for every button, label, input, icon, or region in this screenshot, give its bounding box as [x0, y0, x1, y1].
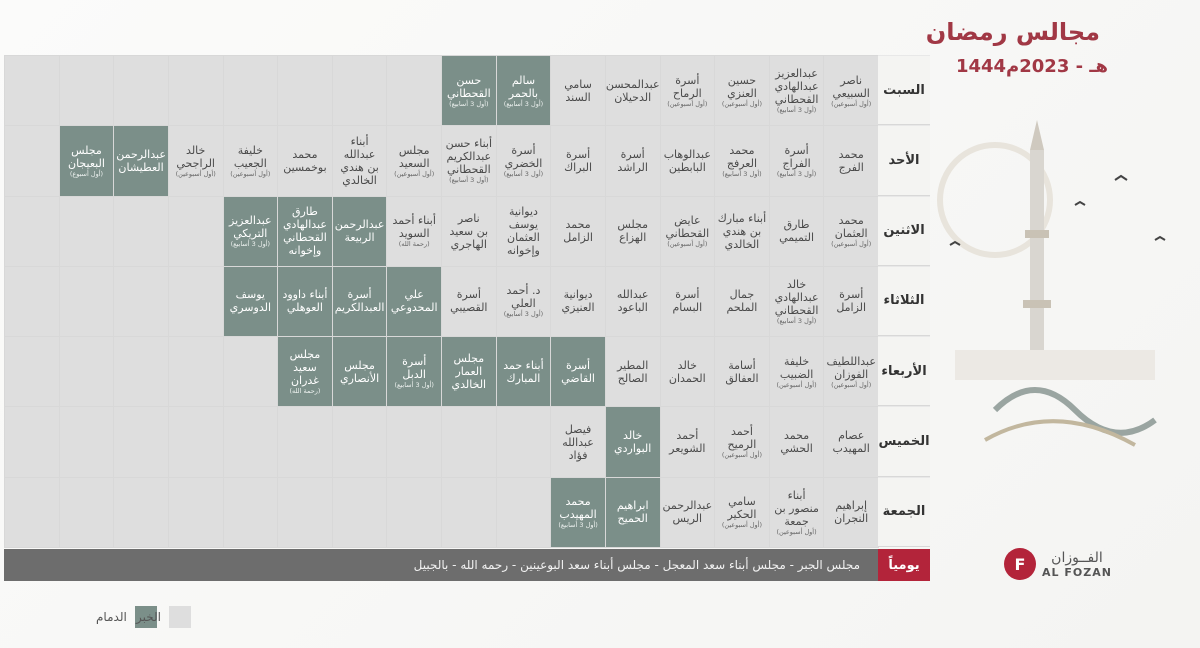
schedule-cell [169, 56, 224, 126]
cell-host-name: ناصر السبيعي [832, 73, 870, 100]
cell-host-name: أسرة الخضري [504, 143, 543, 170]
cell-host-name: يوسف الدوسري [229, 288, 272, 315]
schedule-cell [715, 56, 770, 126]
schedule-cell [661, 478, 716, 548]
schedule-cell [551, 267, 606, 337]
cell-host-name: أسرة الزامل [836, 288, 867, 315]
cell-note: (أول 3 أسابيع) [230, 240, 271, 249]
schedule-cell [60, 267, 115, 337]
schedule-cell [442, 267, 497, 337]
schedule-cell [387, 126, 442, 196]
schedule-cell [224, 267, 279, 337]
cell-host-name: أبناء عبدالله بن هندي الخالدي [340, 134, 379, 187]
schedule-cell [497, 56, 552, 126]
schedule-cell [60, 126, 115, 196]
daily-bar [4, 549, 930, 581]
cell-host-name: مجلس العمار الخالدي [451, 352, 487, 392]
cell-host-name: مجلس سعيد غدران [289, 348, 321, 388]
cell-host-name: حسن القحطاني [446, 73, 491, 100]
schedule-cell [497, 267, 552, 337]
cell-host-name: طارق التميمي [779, 218, 815, 245]
cell-note: (أول أسبوعين) [721, 521, 763, 530]
day-label: الأربعاء [878, 336, 930, 406]
mosque-minaret-illustration [935, 110, 1200, 530]
schedule-cell [606, 126, 661, 196]
cell-host-name: عبدالعزيز عبدالهادي القحطاني [774, 67, 819, 107]
cell-host-name: فيصل عبدالله فؤاد [562, 422, 594, 462]
schedule-cell [824, 337, 879, 407]
schedule-cell [770, 407, 825, 477]
cell-host-name: علي المحدوعي [390, 288, 438, 315]
schedule-cell [715, 267, 770, 337]
cell-host-name: مجلس البعيجان [68, 143, 105, 170]
cell-note: (أول أسبوعين) [776, 380, 817, 389]
schedule-cell [60, 56, 115, 126]
schedule-cell [770, 126, 825, 196]
cell-host-name: أبناء أحمد السويد [392, 214, 436, 241]
schedule-cell [606, 197, 661, 267]
cell-host-name: د. أحمد العلي [506, 284, 541, 311]
schedule-cell [442, 407, 497, 477]
schedule-cell [770, 478, 825, 548]
day-label: الأحد [878, 125, 930, 195]
schedule-cell [387, 56, 442, 126]
schedule-grid [4, 55, 879, 548]
schedule-cell [551, 56, 606, 126]
schedule-cell [169, 337, 224, 407]
cell-note: (أول 3 أسابيع) [449, 99, 489, 108]
schedule-cell [5, 337, 60, 407]
schedule-cell [824, 407, 879, 477]
legend-khobar-swatch [169, 606, 191, 628]
cell-note: (أول 3 أسابيع) [776, 169, 817, 178]
cell-note: (أول أسبوع) [69, 169, 104, 178]
schedule-cell [387, 337, 442, 407]
schedule-cell [661, 267, 716, 337]
schedule-cell [824, 126, 879, 196]
cell-host-name: عبدالرحمن الربيعة [334, 218, 385, 245]
cell-host-name: خالد عبدالهادي القحطاني [774, 277, 819, 317]
cell-note: (أول أسبوعين) [721, 451, 763, 460]
schedule-cell [60, 337, 115, 407]
schedule-cell [114, 407, 169, 477]
bird-icon [1115, 176, 1127, 180]
cell-host-name: أبناء داوود العوهلي [282, 288, 328, 315]
cell-host-name: ديوانية يوسف العثمان وإخوانه [507, 205, 540, 258]
schedule-cell [333, 126, 388, 196]
schedule-cell [497, 126, 552, 196]
schedule-cell [661, 126, 716, 196]
cell-host-name: مجلس الأنصاري [339, 358, 380, 385]
schedule-cell [114, 56, 169, 126]
schedule-cell [5, 56, 60, 126]
cell-host-name: خليفة الضبيب [779, 354, 814, 381]
cell-note: (رحمة الله) [289, 387, 321, 396]
cell-host-name: أسامة العفالق [725, 358, 759, 385]
legend-khobar [136, 606, 191, 628]
cell-note: (أول 3 أسابيع) [503, 169, 544, 178]
cell-host-name: أسرة البراك [564, 147, 593, 174]
cell-host-name: إبراهيم النجران [834, 499, 869, 526]
cell-host-name: خالد الراجحي [176, 143, 215, 170]
logo-english: AL FOZAN [1042, 565, 1112, 579]
schedule-cell [770, 197, 825, 267]
cell-note: (أول أسبوعين) [721, 99, 763, 108]
schedule-cell [387, 478, 442, 548]
schedule-cell [278, 337, 333, 407]
cell-host-name: أبناء حمد المبارك [503, 358, 544, 385]
cell-host-name: عبدالمحسن الدحيلان [605, 77, 660, 104]
cell-host-name: محمد العثمان [834, 214, 868, 241]
schedule-cell [169, 126, 224, 196]
cell-note: (أول 3 أسابيع) [776, 316, 817, 325]
legend-khobar-label: الخبر [136, 610, 161, 624]
cell-host-name: عصام المهيدب [832, 429, 870, 456]
schedule-cell [497, 407, 552, 477]
schedule-cell [278, 267, 333, 337]
schedule-cell [387, 197, 442, 267]
cell-host-name: مجلس السعيد [398, 143, 430, 170]
cell-host-name: أسرة البسام [672, 288, 703, 315]
schedule-cell [715, 197, 770, 267]
schedule-cell [333, 197, 388, 267]
schedule-cell [224, 337, 279, 407]
logo-mark-icon: F [1004, 548, 1036, 580]
day-label: الخميس [878, 406, 930, 476]
cell-host-name: أسرة العبدالكريم [334, 288, 385, 315]
al-fozan-logo [1004, 548, 1112, 580]
cell-host-name: خليفة الجعيب [233, 143, 267, 170]
schedule-cell [333, 337, 388, 407]
cell-host-name: أبناء منصور بن جمعة [774, 488, 819, 528]
schedule-cell [5, 126, 60, 196]
cell-note: (أول أسبوعين) [831, 240, 872, 249]
day-label: السبت [878, 55, 930, 125]
schedule-cell [497, 197, 552, 267]
schedule-cell [551, 337, 606, 407]
schedule-cell [551, 407, 606, 477]
schedule-cell [824, 56, 879, 126]
cell-host-name: ناصر بن سعيد الهاجري [449, 211, 489, 251]
cell-host-name: محمد الفرج [838, 147, 864, 174]
schedule-cell [551, 197, 606, 267]
logo-arabic: الفــوزان [1051, 549, 1103, 566]
cell-host-name: أبناء حسن عبدالكريم القحطاني [445, 137, 493, 177]
schedule-cell [715, 407, 770, 477]
daily-label: يومياً [878, 549, 930, 581]
schedule-cell [715, 337, 770, 407]
schedule-cell [333, 407, 388, 477]
cell-host-name: سالم بالحمر [508, 73, 539, 100]
schedule-cell [278, 197, 333, 267]
cell-host-name: أسرة الراشد [617, 147, 648, 174]
schedule-cell [60, 478, 115, 548]
schedule-cell [551, 126, 606, 196]
schedule-cell [60, 197, 115, 267]
schedule-cell [333, 478, 388, 548]
schedule-cell [169, 478, 224, 548]
schedule-cell [497, 337, 552, 407]
cell-note: (أول أسبوعين) [831, 99, 872, 108]
schedule-cell [442, 478, 497, 548]
cell-host-name: أبناء مبارك بن هندي الخالدي [717, 211, 767, 251]
cell-host-name: أحمد الرميح [727, 425, 757, 452]
schedule-cell [60, 407, 115, 477]
day-column [878, 55, 930, 547]
cell-host-name: محمد بوخمسين [283, 147, 327, 174]
cell-note: (أول أسبوعين) [394, 169, 435, 178]
cell-host-name: محمد الحشي [780, 429, 813, 456]
bird-icon [1075, 202, 1085, 205]
schedule-cell [169, 267, 224, 337]
schedule-cell [442, 126, 497, 196]
cell-host-name: عبدالعزيز التريكي [229, 214, 272, 241]
schedule-cell [770, 56, 825, 126]
cell-note: (رحمة الله) [398, 240, 430, 249]
schedule-cell [114, 197, 169, 267]
cell-note: (أول أسبوعين) [175, 169, 216, 178]
schedule-cell [169, 197, 224, 267]
cell-host-name: محمد العرفج [726, 143, 758, 170]
schedule-cell [661, 337, 716, 407]
minaret-icon [1030, 150, 1044, 380]
cell-note: (أول أسبوعين) [831, 380, 872, 389]
schedule-cell [224, 478, 279, 548]
page-title: مجالس رمضان [925, 18, 1100, 46]
cell-host-name: عايض القحطاني [665, 214, 710, 241]
schedule-cell [606, 56, 661, 126]
day-label: الثلاثاء [878, 266, 930, 336]
schedule-cell [333, 56, 388, 126]
schedule-cell [224, 56, 279, 126]
schedule-cell [770, 267, 825, 337]
schedule-cell [387, 267, 442, 337]
cell-host-name: سامي السند [564, 77, 592, 104]
schedule-cell [333, 267, 388, 337]
bird-icon [1155, 237, 1165, 240]
schedule-cell [5, 267, 60, 337]
cell-host-name: عبدالله الباعود [616, 288, 649, 315]
schedule-cell [442, 197, 497, 267]
day-label: الاثنين [878, 196, 930, 266]
cell-host-name: أسرة القاضي [561, 358, 595, 385]
schedule-cell [387, 407, 442, 477]
schedule-cell [278, 56, 333, 126]
cell-host-name: أحمد الشويعر [669, 429, 706, 456]
schedule-cell [824, 267, 879, 337]
cell-note: (أول أسبوعين) [776, 527, 817, 536]
cell-host-name: عبدالرحمن العطيشان [116, 147, 166, 174]
schedule-cell [715, 478, 770, 548]
cell-host-name: محمد الزامل [563, 218, 593, 245]
schedule-cell [606, 407, 661, 477]
cell-note: (أول أسبوعين) [667, 99, 708, 108]
schedule-cell [278, 407, 333, 477]
schedule-cell [770, 337, 825, 407]
schedule-cell [114, 337, 169, 407]
cell-host-name: عبدالوهاب البابطين [663, 147, 711, 174]
cell-note: (أول 3 أسابيع) [776, 106, 817, 115]
schedule-cell [224, 407, 279, 477]
cell-note: (أول أسبوعين) [667, 240, 708, 249]
daily-text: مجلس الجبر - مجلس أبناء سعد المعجل - مجلس أبناء سعد البوعينين - رحمه الله - بالجبيل [413, 558, 860, 572]
cell-note: (أول 3 أسابيع) [503, 310, 544, 319]
cell-note: (أول 3 أسابيع) [722, 169, 762, 178]
cell-host-name: طارق عبدالهادي القحطاني وإخوانه [282, 205, 327, 258]
cell-host-name: مجلس الهزاع [617, 218, 649, 245]
cell-host-name: أسرة الرماح [672, 73, 702, 100]
schedule-cell [661, 56, 716, 126]
cell-host-name: ديوانية العنيزي [561, 288, 595, 315]
cell-host-name: حسين العنزي [727, 73, 757, 100]
schedule-cell [5, 478, 60, 548]
cell-note: (أول 3 أسابيع) [394, 380, 434, 389]
day-label: الجمعة [878, 477, 930, 547]
cell-note: (أول 3 أسابيع) [449, 176, 489, 185]
schedule-cell [661, 197, 716, 267]
schedule-cell [606, 478, 661, 548]
schedule-cell [5, 197, 60, 267]
schedule-cell [551, 478, 606, 548]
cell-note: (أول 3 أسابيع) [503, 99, 544, 108]
legend-dammam-label: الدمام [96, 610, 127, 624]
cell-host-name: خالد الحمدان [668, 358, 706, 385]
schedule-cell [606, 337, 661, 407]
schedule-cell [5, 407, 60, 477]
cell-note: (أول 3 أسابيع) [558, 521, 598, 530]
cell-host-name: عبداللطيف الفوزان [826, 354, 876, 381]
schedule-cell [114, 267, 169, 337]
cell-host-name: المطير الصالح [617, 358, 649, 385]
schedule-cell [715, 126, 770, 196]
page-subtitle: 1444هـ - 2023م [955, 56, 1108, 77]
schedule-cell [661, 407, 716, 477]
cell-host-name: عبدالرحمن الريس [662, 499, 713, 526]
cell-host-name: ابراهيم الحميح [616, 499, 649, 526]
schedule-cell [114, 126, 169, 196]
schedule-cell [278, 478, 333, 548]
schedule-cell [442, 337, 497, 407]
schedule-cell [442, 56, 497, 126]
schedule-cell [824, 197, 879, 267]
cell-note: (أول أسبوعين) [230, 169, 271, 178]
schedule-cell [224, 197, 279, 267]
schedule-cell [114, 478, 169, 548]
schedule-cell [606, 267, 661, 337]
schedule-cell [278, 126, 333, 196]
schedule-cell [224, 126, 279, 196]
cell-host-name: أسرة الدبل [402, 354, 427, 381]
cell-host-name: سامي الحكير [727, 495, 757, 522]
cell-host-name: خالد البواردي [614, 429, 652, 456]
cell-host-name: جمال الملحم [726, 288, 758, 315]
cell-host-name: أسرة الفراج [782, 143, 811, 170]
schedule-cell [169, 407, 224, 477]
schedule-cell [497, 478, 552, 548]
cell-host-name: محمد المهيدب [559, 495, 597, 522]
cell-host-name: أسرة القصيبي [450, 288, 488, 315]
schedule-cell [824, 478, 879, 548]
